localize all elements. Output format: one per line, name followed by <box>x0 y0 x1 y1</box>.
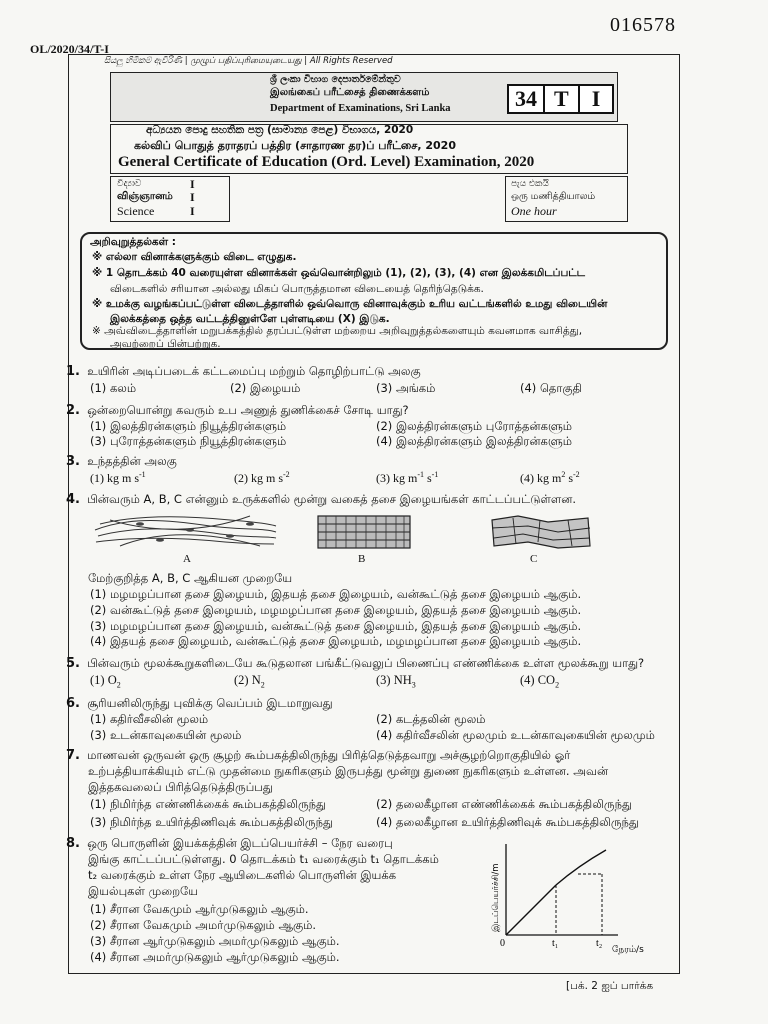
q4-stem <box>66 492 576 507</box>
instruction-2b: விடைகளில் சரியான அல்லது மிகப் பொருத்தமான விடையைத் தெரிந்தெடுக்க. <box>110 283 484 295</box>
q2-option-1[interactable]: (1) இலத்திரன்களும் நியூத்திரன்களும் <box>90 419 287 433</box>
q5-option-1[interactable] <box>90 673 121 690</box>
q6-option-4[interactable]: (4) கதிர்வீசலின் மூலமும் உடன்காவுகையின் மூலமும் <box>376 728 655 742</box>
serial-number: 016578 <box>610 14 676 36</box>
q5-option-3-base: (3) NH <box>376 673 412 687</box>
graph-origin: 0 <box>500 938 505 949</box>
q1-text: உயிரின் அடிப்படைக் கட்டமைப்பு மற்றும் தொழிற்பாட்டு அலகு <box>87 364 421 378</box>
cardiac-muscle-figure <box>488 512 594 552</box>
q3-option-2[interactable] <box>234 470 290 486</box>
subject-num-2: I <box>190 190 195 204</box>
q3-number: 3. <box>66 454 80 469</box>
q5-stem <box>66 656 644 671</box>
graph-line-uniform <box>506 885 556 935</box>
instruction-1-text: எல்லா வினாக்களுக்கும் விடை எழுதுக. <box>105 251 297 263</box>
department-tamil: இலங்கைப் பரீட்சைத் திணைக்களம் <box>270 87 430 98</box>
q3-option-1[interactable] <box>90 470 146 486</box>
q5-option-4-sub: 2 <box>555 680 560 690</box>
q8-option-3[interactable]: (3) சீரான ஆர்முடுகலும் அமர்முடுகலும் ஆகும். <box>90 934 340 948</box>
q3-option-4-s: s <box>565 471 573 485</box>
q1-number: 1. <box>66 364 80 379</box>
q1-stem <box>66 364 421 379</box>
q3-option-4[interactable] <box>520 470 580 486</box>
q8-number: 8. <box>66 836 80 851</box>
instruction-3: ※ உமக்கு வழங்கப்பட்டுள்ள விடைத்தாளில் ஒவ்வொரு வினாவுக்கும் உரிய வட்டங்களில் உமது விடையின் <box>92 298 608 310</box>
q5-option-4[interactable] <box>520 673 559 690</box>
instruction-3-text: உமக்கு வழங்கப்பட்டுள்ள விடைத்தாளில் ஒவ்வொரு வினாவுக்கும் உரிய வட்டங்களில் உமது விடையின் <box>105 298 608 310</box>
q5-option-4-base: (4) CO <box>520 673 556 687</box>
q5-option-1-base: (1) O <box>90 673 117 687</box>
code-number: 34 <box>509 86 545 112</box>
displacement-time-graph <box>478 840 644 955</box>
subject-english: Science <box>117 204 155 218</box>
q8-text-1: ஒரு பொருளின் இயக்கத்தின் இடப்பெயர்ச்சி – நேர வரைபு <box>87 836 393 850</box>
q6-stem <box>66 696 333 711</box>
q8-line-1 <box>66 836 393 851</box>
figure-label-a: A <box>183 553 191 565</box>
q4-option-2[interactable]: (2) வன்கூட்டுத் தசை இழையம், மழமழப்பான தசை இழையம், இதயத் தசை இழையம் ஆகும். <box>90 603 582 617</box>
q3-text: உந்தத்தின் அலகு <box>87 454 177 468</box>
q2-option-2[interactable]: (2) இலத்திரன்களும் புரோத்தன்களும் <box>376 419 573 433</box>
q3-option-3[interactable] <box>376 470 438 486</box>
q3-option-3-base: (3) kg m <box>376 471 418 485</box>
q3-stem <box>66 454 177 469</box>
q3-option-1-exp: -1 <box>139 470 146 479</box>
q3-option-4-exp1: 2 <box>561 470 566 479</box>
subject-num-1: I <box>190 177 195 191</box>
skeletal-muscle-figure <box>316 514 412 550</box>
q4-text: பின்வரும் A, B, C என்னும் உருக்களில் மூன்று வகைத் தசை இழையங்கள் காட்டப்பட்டுள்ளன. <box>87 492 577 506</box>
q5-option-2[interactable] <box>234 673 265 690</box>
code-i: I <box>591 86 601 111</box>
q8-line-4: இயல்புகள் முறையே <box>88 884 199 898</box>
duration-tamil: ஒரு மணித்தியாலம் <box>511 191 596 202</box>
graph-y-label: இடப்பெயர்ச்சி/m <box>491 863 501 932</box>
page-footer: [பக். 2 ஐப் பார்க்க <box>566 980 654 992</box>
q2-option-4[interactable]: (4) இலத்திரன்களும் இலத்திரன்களும் <box>376 434 572 448</box>
q2-stem <box>66 403 409 418</box>
q3-option-3-exp2: -1 <box>431 470 439 479</box>
graph-x-label: நேரம்/s <box>612 945 644 955</box>
instruction-4-text: அவ்விடைத்தாளின் மறுபக்கத்தில் தரப்பட்டுள்ள மற்றைய அறிவுறுத்தல்களையும் கவனமாக வாசித்து, <box>104 325 583 337</box>
exam-title-english: General Certificate of Education (Ord. Level) Examination, 2020 <box>118 154 535 170</box>
q7-option-2[interactable]: (2) தலைகீழான எண்ணிக்கைக் கூம்பகத்திலிருந்து <box>376 797 632 811</box>
q2-number: 2. <box>66 403 80 418</box>
q6-option-3[interactable]: (3) உடன்காவுகையின் மூலம் <box>90 728 242 742</box>
q4-option-1[interactable]: (1) மழமழப்பான தசை இழையம், இதயத் தசை இழையம், வன்கூட்டுத் தசை இழையம் ஆகும். <box>90 587 582 601</box>
q5-option-1-sub: 2 <box>116 680 121 690</box>
graph-t1: t₁ <box>552 938 559 949</box>
instruction-3b: இலக்கத்தை ஒத்த வட்டத்தினுள்ளே புள்ளடியை (X) இடுக. <box>110 313 390 325</box>
graph-curve <box>556 850 606 885</box>
q7-number: 7. <box>66 748 80 763</box>
q7-option-4[interactable]: (4) தலைகீழான உயிர்த்திணிவுக் கூம்பகத்திலிருந்து <box>376 815 639 829</box>
q7-line-3: இத்தகவலைப் பிரித்தெடுத்திருப்பது <box>88 780 273 794</box>
rights-line: සියලු හිමිකම් ඇවිරිණි | முழுப் பதிப்புரிமையுடையது | All Rights Reserved <box>104 56 393 66</box>
q1-option-4[interactable]: (4) தொகுதி <box>520 381 582 395</box>
q7-text-1: மாணவன் ஒருவன் ஒரு சூழற் கூம்பகத்திலிருந்து பிரித்தெடுத்தவாறு அச்சூழற்றொகுதியில் ஓர் <box>87 748 571 762</box>
q5-option-3-sub: 3 <box>411 680 416 690</box>
q4-option-4[interactable]: (4) இதயத் தசை இழையம், வன்கூட்டுத் தசை இழையம், மழமழப்பான தசை இழையம் ஆகும். <box>90 634 582 648</box>
exam-title-tamil: கல்விப் பொதுத் தராதரப் பத்திர (சாதாரண தர)ப் பரீட்சை, 2020 <box>134 139 456 152</box>
q5-option-3[interactable] <box>376 673 416 690</box>
q5-number: 5. <box>66 656 80 671</box>
q4-option-3[interactable]: (3) மழமழப்பான தசை இழையம், வன்கூட்டுத் தசை இழையம், இதயத் தசை இழையம் ஆகும். <box>90 619 582 633</box>
q3-option-1-base: (1) kg m s <box>90 471 139 485</box>
q5-text: பின்வரும் மூலக்கூறுகளிடையே கூடுதலான பங்கீட்டுவலுப் பிணைப்பு எண்ணிக்கை உள்ள மூலக்கூறு யாது? <box>87 656 645 670</box>
instruction-4: ※ அவ்விடைத்தாளின் மறுபக்கத்தில் தரப்பட்டுள்ள மற்றைய அறிவுறுத்தல்களையும் கவனமாக வாசித்து, <box>92 325 583 337</box>
q5-option-2-sub: 2 <box>260 680 265 690</box>
q8-option-4[interactable]: (4) சீரான அமர்முடுகலும் ஆர்முடுகலும் ஆகும். <box>90 950 340 964</box>
q8-line-3: t₂ வரைக்கும் உள்ள நேர ஆயிடைகளில் பொருளின் இயக்க <box>88 868 397 882</box>
figure-label-c: C <box>530 553 538 565</box>
q7-line-2: உற்பத்தியாக்கியும் எட்டு முதன்மை நுகரிகளும் இருபத்து மூன்று துணை நுகரிகளும் உள்ளன. அவன் <box>88 764 609 778</box>
instruction-1: ※ எல்லா வினாக்களுக்கும் விடை எழுதுக. <box>92 251 297 263</box>
q3-option-3-s: s <box>424 471 432 485</box>
subject-tamil: விஞ்ஞானம் <box>117 191 173 202</box>
q4-number: 4. <box>66 492 80 507</box>
q4-lead: மேற்குறித்த A, B, C ஆகியன முறையே <box>88 571 293 585</box>
instruction-2: ※ 1 தொடக்கம் 40 வரையுள்ள வினாக்கள் ஒவ்வொன்றிலும் (1), (2), (3), (4) என இலக்கமிடப்பட்ட <box>92 267 586 279</box>
q8-line-2: இங்கு காட்டப்பட்டுள்ளது. 0 தொடக்கம் t₁ வரைக்கும் t₁ தொடக்கம் <box>88 852 439 866</box>
q6-option-1[interactable]: (1) கதிர்வீசலின் மூலம் <box>90 712 209 726</box>
q3-option-4-base: (4) kg m <box>520 471 562 485</box>
q6-number: 6. <box>66 696 80 711</box>
smooth-muscle-figure <box>90 512 280 550</box>
q3-option-2-base: (2) kg m s <box>234 471 283 485</box>
subject-num-3: I <box>190 204 195 218</box>
q3-option-4-exp2: -2 <box>573 470 580 479</box>
instruction-2-text: 1 தொடக்கம் 40 வரையுள்ள வினாக்கள் ஒவ்வொன்றிலும் (1), (2), (3), (4) என இலக்கமிடப்பட்ட <box>105 267 586 279</box>
q8-option-2[interactable]: (2) சீரான வேகமும் அமர்முடுகலும் ஆகும். <box>90 918 317 932</box>
q2-option-3[interactable]: (3) புரோத்தன்களும் நியூத்திரன்களும் <box>90 434 287 448</box>
q7-option-3[interactable]: (3) நிமிர்ந்த உயிர்த்திணிவுக் கூம்பகத்திலிருந்து <box>90 815 333 829</box>
paper-code-badge <box>507 84 614 114</box>
q8-option-1[interactable]: (1) சீரான வேகமும் ஆர்முடுகலும் ஆகும். <box>90 902 309 916</box>
q1-option-2[interactable]: (2) இழையம் <box>230 381 301 395</box>
exam-title-sinhala: අධ්‍යයන පොදු සහතික පත්‍ර (සාමාන්‍ය පෙළ) විභාගය, 2020 <box>146 124 414 136</box>
q7-option-1[interactable]: (1) நிமிர்ந்த எண்ணிக்கைக் கூம்பகத்திலிருந்து <box>90 797 326 811</box>
q1-option-1[interactable]: (1) கலம் <box>90 381 137 395</box>
instruction-4b: அவற்றைப் பின்பற்றுக. <box>110 338 221 350</box>
instructions-title: அறிவுறுத்தல்கள் : <box>90 236 176 248</box>
paper-code: OL/2020/34/T-I <box>30 42 109 56</box>
q7-line-1 <box>66 748 570 763</box>
q6-text: சூரியனிலிருந்து புவிக்கு வெப்பம் இடமாறுவது <box>87 696 333 710</box>
code-t: T <box>545 86 580 112</box>
q3-option-3-exp1: -1 <box>417 470 424 479</box>
q3-option-2-exp: -2 <box>283 470 290 479</box>
subject-sinhala: විද්‍යාව <box>117 179 142 189</box>
department-english: Department of Examinations, Sri Lanka <box>270 103 451 114</box>
q5-option-2-base: (2) N <box>234 673 261 687</box>
duration-sinhala: පැය එකයි <box>511 179 549 189</box>
figure-label-b: B <box>358 553 366 565</box>
duration-english: One hour <box>511 204 557 218</box>
graph-t2: t₂ <box>596 938 603 949</box>
q2-text: ஒன்றையொன்று கவரும் உப அணுத் துணிக்கைச் சோடி யாது? <box>87 403 409 417</box>
q6-option-2[interactable]: (2) கடத்தலின் மூலம் <box>376 712 486 726</box>
department-sinhala: ශ්‍රී ලංකා විභාග දෙපාර්තමේන්තුව <box>270 74 401 85</box>
q1-option-3[interactable]: (3) அங்கம் <box>376 381 436 395</box>
